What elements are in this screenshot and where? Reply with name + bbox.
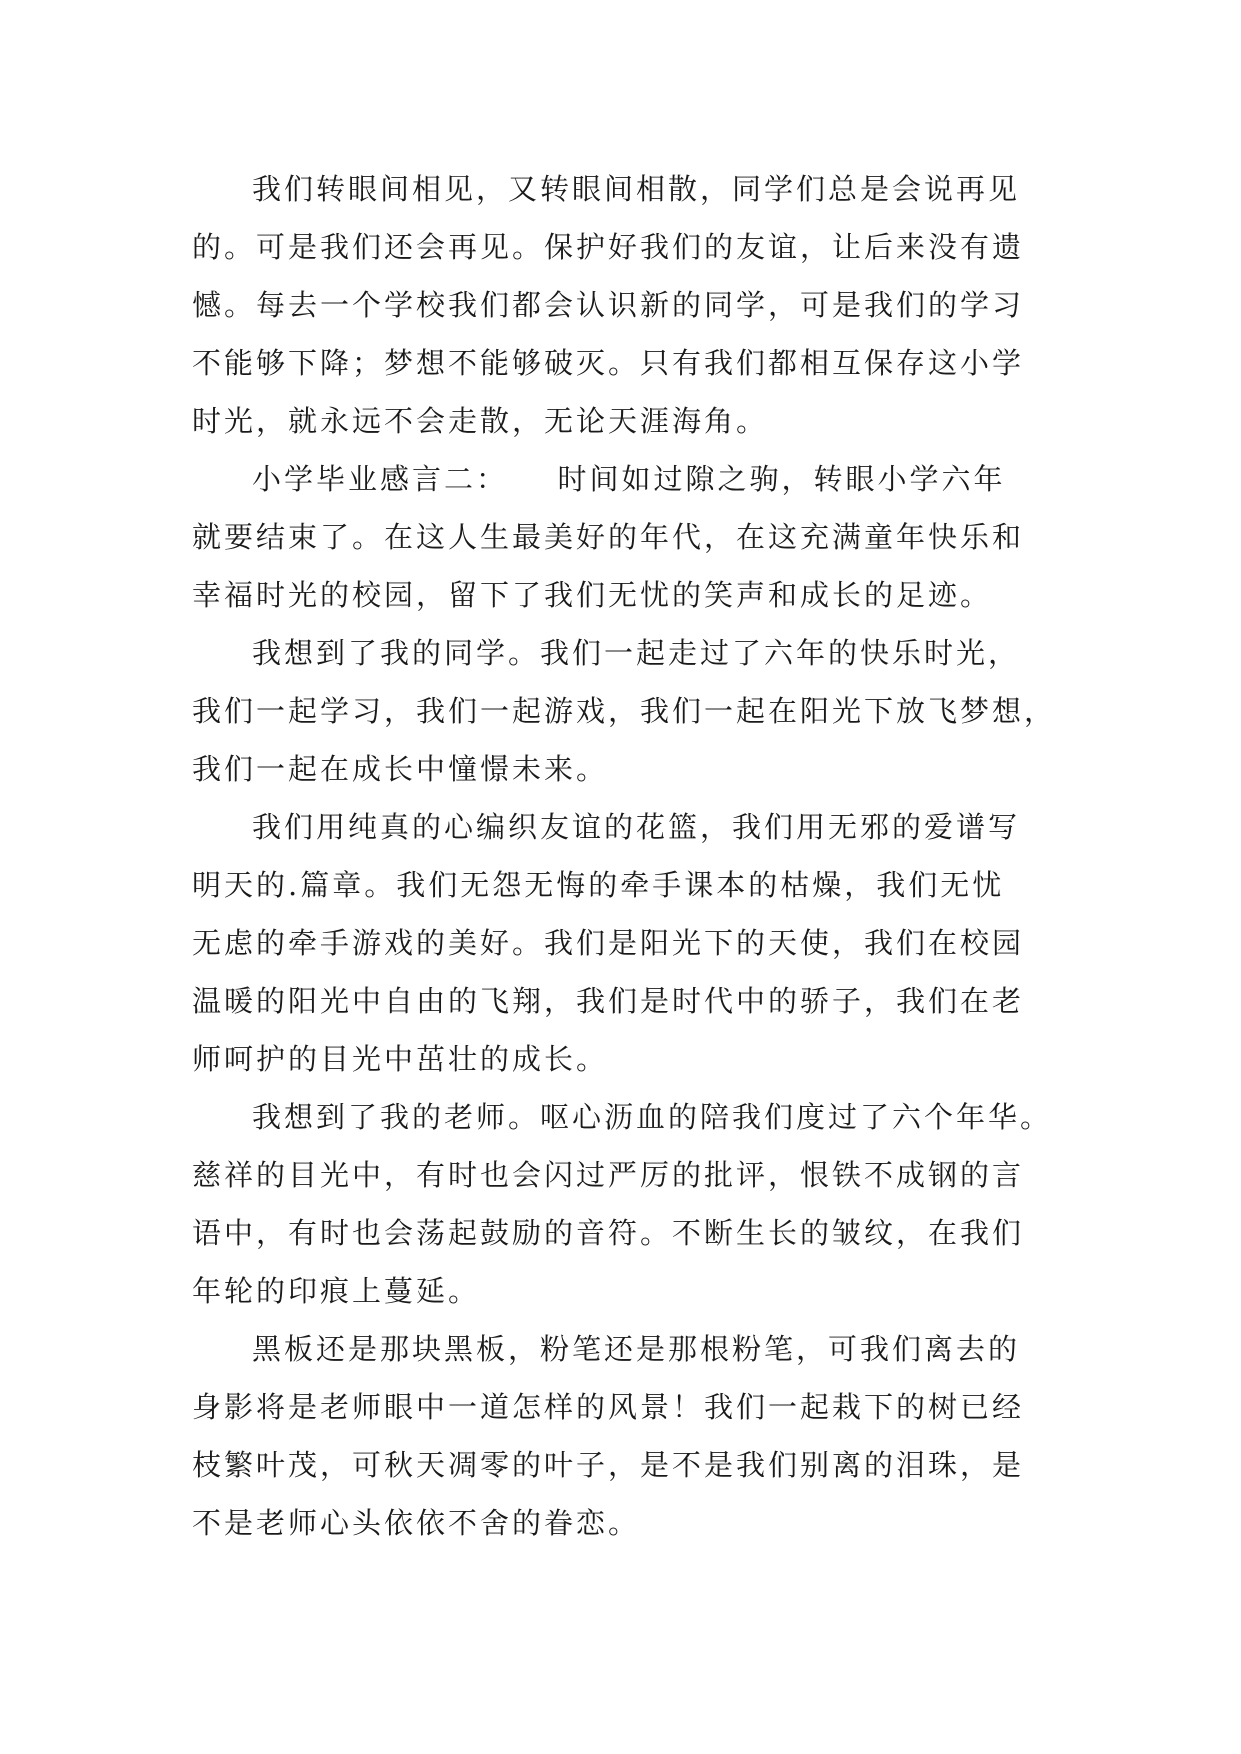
paragraph-line: 我们一起在成长中憧憬未来。 bbox=[192, 752, 609, 786]
paragraph-line: 我想到了我的同学。我们一起走过了六年的快乐时光， bbox=[252, 636, 1021, 670]
paragraph-line: 不是老师心头依依不舍的眷恋。 bbox=[192, 1506, 641, 1540]
paragraph-line: 时光，就永远不会走散，无论天涯海角。 bbox=[192, 404, 769, 438]
paragraph-1 bbox=[192, 160, 1062, 450]
paragraph-line: 憾。每去一个学校我们都会认识新的同学，可是我们的学习 bbox=[192, 288, 1025, 322]
paragraph-line: 我想到了我的老师。呕心沥血的陪我们度过了六个年华。 bbox=[252, 1100, 1053, 1134]
paragraph-line: 黑板还是那块黑板，粉笔还是那根粉笔，可我们离去的 bbox=[252, 1332, 1021, 1366]
paragraph-line: 师呵护的目光中茁壮的成长。 bbox=[192, 1042, 609, 1076]
paragraph-line: 语中，有时也会荡起鼓励的音符。不断生长的皱纹，在我们 bbox=[192, 1216, 1025, 1250]
paragraph-line: 小学毕业感言二： 时间如过隙之驹，转眼小学六年 bbox=[252, 462, 1006, 496]
paragraph-line: 身影将是老师眼中一道怎样的风景！我们一起栽下的树已经 bbox=[192, 1390, 1025, 1424]
paragraph-2 bbox=[192, 450, 1062, 624]
paragraph-line: 就要结束了。在这人生最美好的年代，在这充满童年快乐和 bbox=[192, 520, 1025, 554]
paragraph-line: 无虑的牵手游戏的美好。我们是阳光下的天使，我们在校园 bbox=[192, 926, 1025, 960]
paragraph-line: 明天的.篇章。我们无怨无悔的牵手课本的枯燥，我们无忧 bbox=[192, 868, 1005, 902]
paragraph-line: 不能够下降；梦想不能够破灭。只有我们都相互保存这小学 bbox=[192, 346, 1025, 380]
paragraph-4 bbox=[192, 798, 1062, 1088]
paragraph-line: 温暖的阳光中自由的飞翔，我们是时代中的骄子，我们在老 bbox=[192, 984, 1025, 1018]
paragraph-line: 的。可是我们还会再见。保护好我们的友谊，让后来没有遗 bbox=[192, 230, 1025, 264]
paragraph-line: 年轮的印痕上蔓延。 bbox=[192, 1274, 481, 1308]
paragraph-line: 我们一起学习，我们一起游戏，我们一起在阳光下放飞梦想， bbox=[192, 694, 1057, 728]
paragraph-line: 我们转眼间相见，又转眼间相散，同学们总是会说再见 bbox=[252, 172, 1021, 206]
document-body bbox=[192, 160, 1062, 1552]
paragraph-line: 慈祥的目光中，有时也会闪过严厉的批评，恨铁不成钢的言 bbox=[192, 1158, 1025, 1192]
paragraph-line: 枝繁叶茂，可秋天凋零的叶子，是不是我们别离的泪珠，是 bbox=[192, 1448, 1025, 1482]
paragraph-3 bbox=[192, 624, 1062, 798]
paragraph-line: 幸福时光的校园，留下了我们无忧的笑声和成长的足迹。 bbox=[192, 578, 993, 612]
paragraph-line: 我们用纯真的心编织友谊的花篮，我们用无邪的爱谱写 bbox=[252, 810, 1021, 844]
paragraph-6 bbox=[192, 1320, 1062, 1552]
paragraph-5 bbox=[192, 1088, 1062, 1320]
